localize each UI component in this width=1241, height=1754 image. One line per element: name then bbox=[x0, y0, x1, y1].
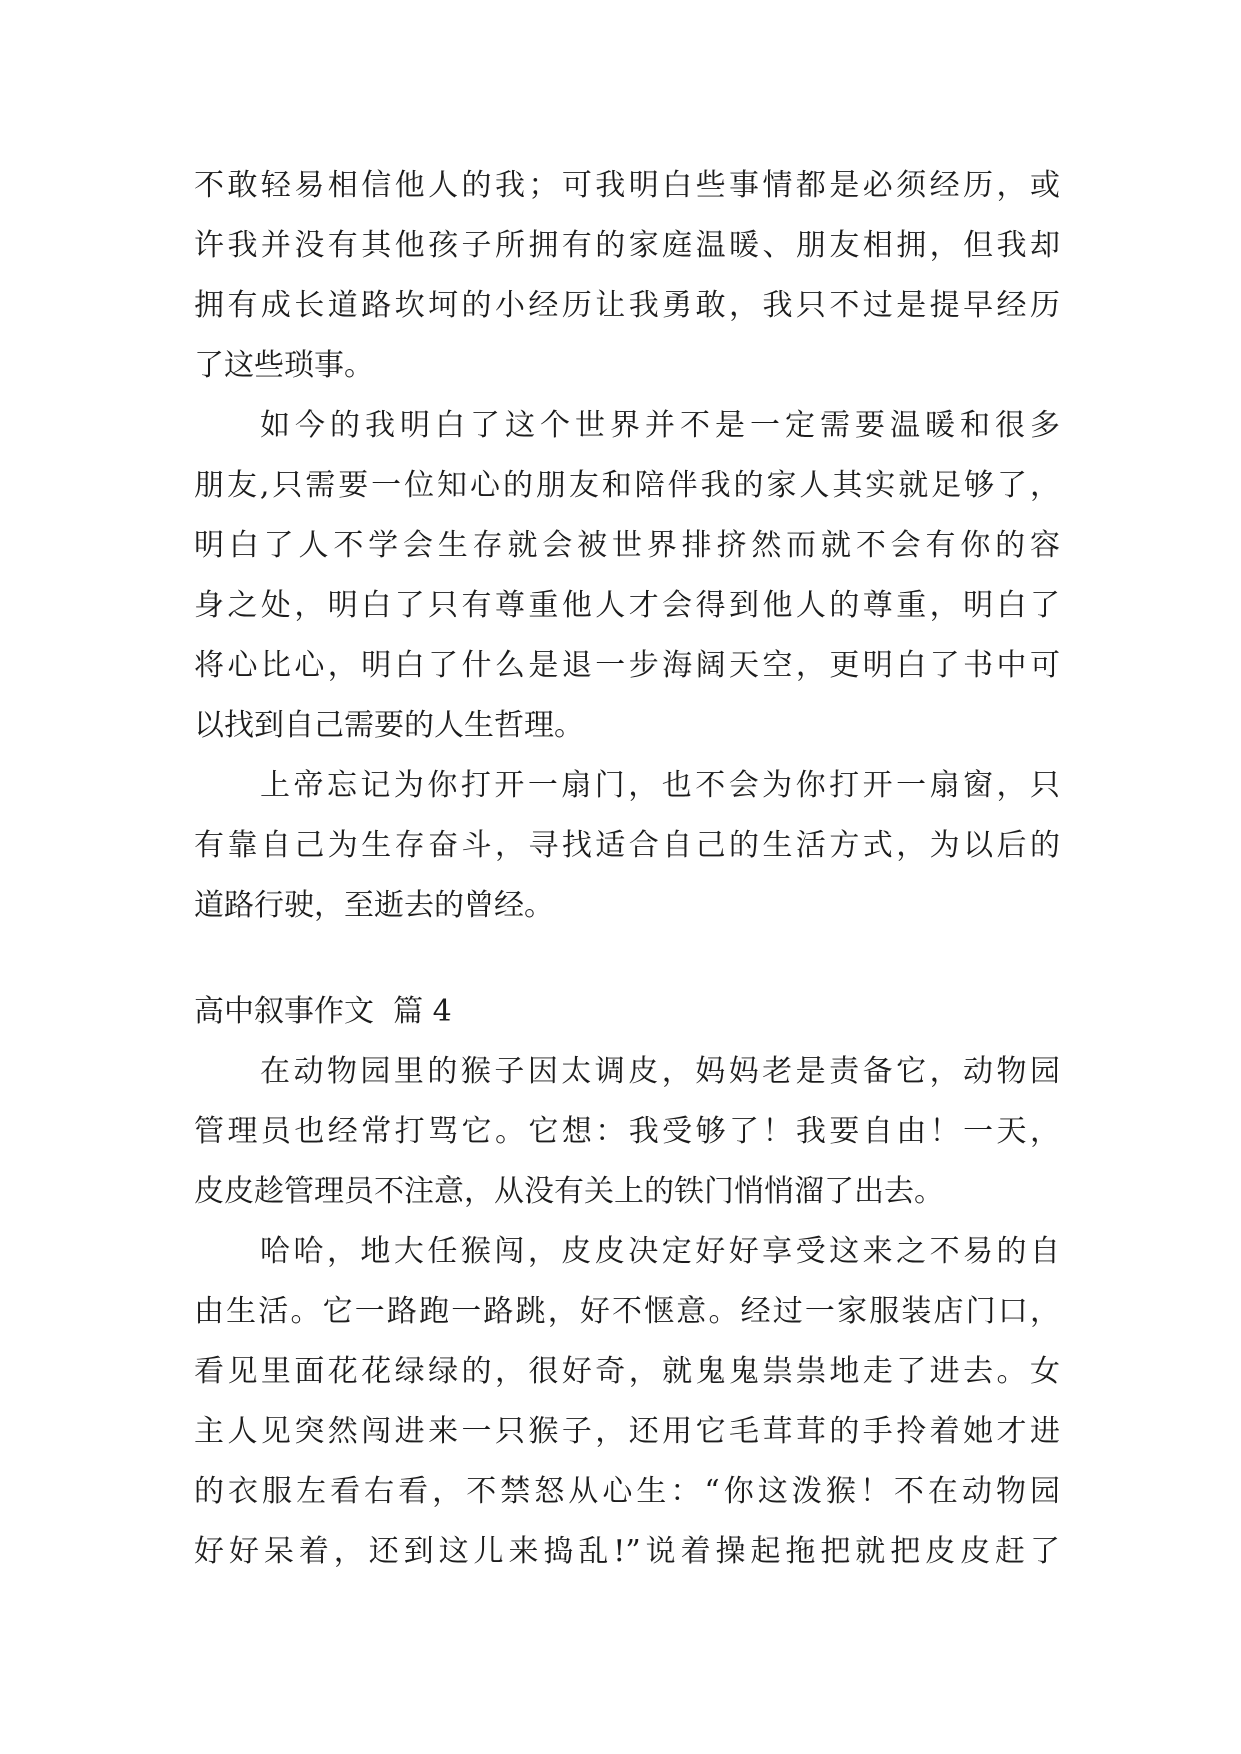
text-line: 朋友,只需要一位知心的朋友和陪伴我的家人其实就足够了， bbox=[194, 468, 1060, 503]
paragraph bbox=[194, 1042, 1060, 1222]
text-line: 的衣服左看右看，不禁怒从心生：“你这泼猴！不在动物园 bbox=[194, 1474, 1060, 1509]
text-line: 在动物园里的猴子因太调皮，妈妈老是责备它，动物园 bbox=[260, 1054, 1060, 1089]
text-line: 拥有成长道路坎坷的小经历让我勇敢，我只不过是提早经历 bbox=[194, 288, 1060, 323]
text-line: 好好呆着，还到这儿来捣乱!”说着操起拖把就把皮皮赶了 bbox=[194, 1534, 1060, 1569]
document-body bbox=[194, 156, 1060, 1582]
text-line: 如今的我明白了这个世界并不是一定需要温暖和很多 bbox=[260, 408, 1060, 443]
paragraph bbox=[194, 1222, 1060, 1582]
text-line: 身之处，明白了只有尊重他人才会得到他人的尊重，明白了 bbox=[194, 588, 1060, 623]
text-line: 了这些琐事。 bbox=[194, 348, 374, 383]
text-line: 有靠自己为生存奋斗，寻找适合自己的生活方式，为以后的 bbox=[194, 828, 1060, 863]
text-line: 主人见突然闯进来一只猴子，还用它毛茸茸的手拎着她才进 bbox=[194, 1414, 1060, 1449]
text-line: 看见里面花花绿绿的，很好奇，就鬼鬼祟祟地走了进去。女 bbox=[194, 1354, 1060, 1389]
text-line: 皮皮趁管理员不注意，从没有关上的铁门悄悄溜了出去。 bbox=[194, 1174, 944, 1209]
text-line: 管理员也经常打骂它。它想：我受够了！我要自由！一天， bbox=[194, 1114, 1060, 1149]
paragraph bbox=[194, 756, 1060, 936]
text-line: 不敢轻易相信他人的我；可我明白些事情都是必须经历，或 bbox=[194, 168, 1060, 203]
text-line: 道路行驶，至逝去的曾经。 bbox=[194, 888, 554, 923]
section-heading: 高中叙事作文 篇 4 bbox=[194, 994, 452, 1029]
text-line: 上帝忘记为你打开一扇门，也不会为你打开一扇窗，只 bbox=[260, 768, 1060, 803]
paragraph bbox=[194, 156, 1060, 396]
paragraph bbox=[194, 396, 1060, 756]
text-line: 由生活。它一路跑一路跳，好不惬意。经过一家服装店门口， bbox=[194, 1294, 1060, 1329]
text-line: 哈哈，地大任猴闯，皮皮决定好好享受这来之不易的自 bbox=[260, 1234, 1060, 1269]
text-line: 将心比心，明白了什么是退一步海阔天空，更明白了书中可 bbox=[194, 648, 1060, 683]
text-line: 明白了人不学会生存就会被世界排挤然而就不会有你的容 bbox=[194, 528, 1060, 563]
text-line: 许我并没有其他孩子所拥有的家庭温暖、朋友相拥，但我却 bbox=[194, 228, 1060, 263]
text-line: 以找到自己需要的人生哲理。 bbox=[194, 708, 584, 743]
